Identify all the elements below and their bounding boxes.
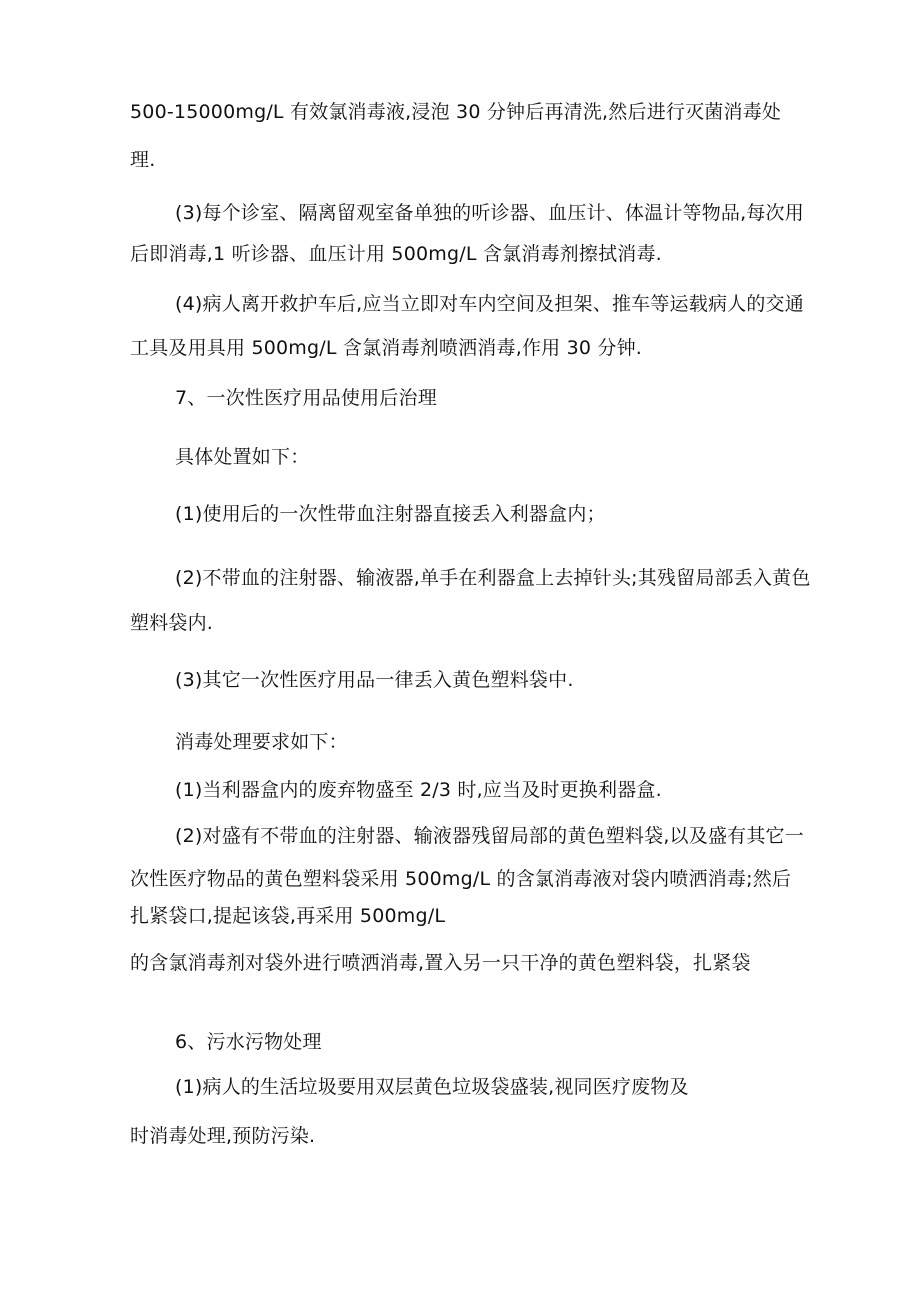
text-line: 扎紧袋口,提起该袋,再采用 500mg/L (130, 905, 446, 927)
text-line: 500-15000mg/L 有效氯消毒液,浸泡 30 分钟后再清洗,然后进行灭菌消毒处 (130, 101, 782, 123)
text-line: (3)其它一次性医疗用品一律丢入黄色塑料袋中. (175, 669, 574, 691)
text-line: (2)对盛有不带血的注射器、输液器残留局部的黄色塑料袋,以及盛有其它一 (175, 825, 804, 847)
section-heading: 6、污水污物处理 (175, 1031, 322, 1053)
text-line: 工具及用具用 500mg/L 含氯消毒剂喷洒消毒,作用 30 分钟. (130, 337, 643, 359)
text-line: (1)当利器盒内的废弃物盛至 2/3 时,应当及时更换利器盒. (175, 779, 662, 801)
text-line: 时消毒处理,预防污染. (130, 1125, 316, 1147)
text-line: 塑料袋内. (130, 612, 214, 634)
text-line: 具体处置如下： (175, 446, 310, 468)
text-line: (3)每个诊室、隔离留观室备单独的听诊器、血压计、体温计等物品,每次用 (175, 202, 804, 224)
text-line: 的含氯消毒剂对袋外进行喷洒消毒,置入另一只干净的黄色塑料袋，扎紧袋 (130, 952, 751, 974)
text-line: 消毒处理要求如下： (175, 731, 348, 753)
text-line: 次性医疗物品的黄色塑料袋采用 500mg/L 的含氯消毒液对袋内喷洒消毒;然后 (130, 868, 792, 890)
text-line: (1)病人的生活垃圾要用双层黄色垃圾袋盛装,视同医疗废物及 (175, 1076, 689, 1098)
text-line: (4)病人离开救护车后,应当立即对车内空间及担架、推车等运载病人的交通 (175, 293, 804, 315)
text-line: (1)使用后的一次性带血注射器直接丢入利器盒内； (175, 503, 606, 525)
text-line: (2)不带血的注射器、输液器,单手在利器盒上去掉针头;其残留局部丢入黄色 (175, 567, 811, 589)
text-line: 后即消毒,1 听诊器、血压计用 500mg/L 含氯消毒剂擦拭消毒. (130, 243, 662, 265)
text-line: 理. (130, 149, 156, 171)
section-heading: 7、一次性医疗用品使用后治理 (175, 387, 437, 409)
